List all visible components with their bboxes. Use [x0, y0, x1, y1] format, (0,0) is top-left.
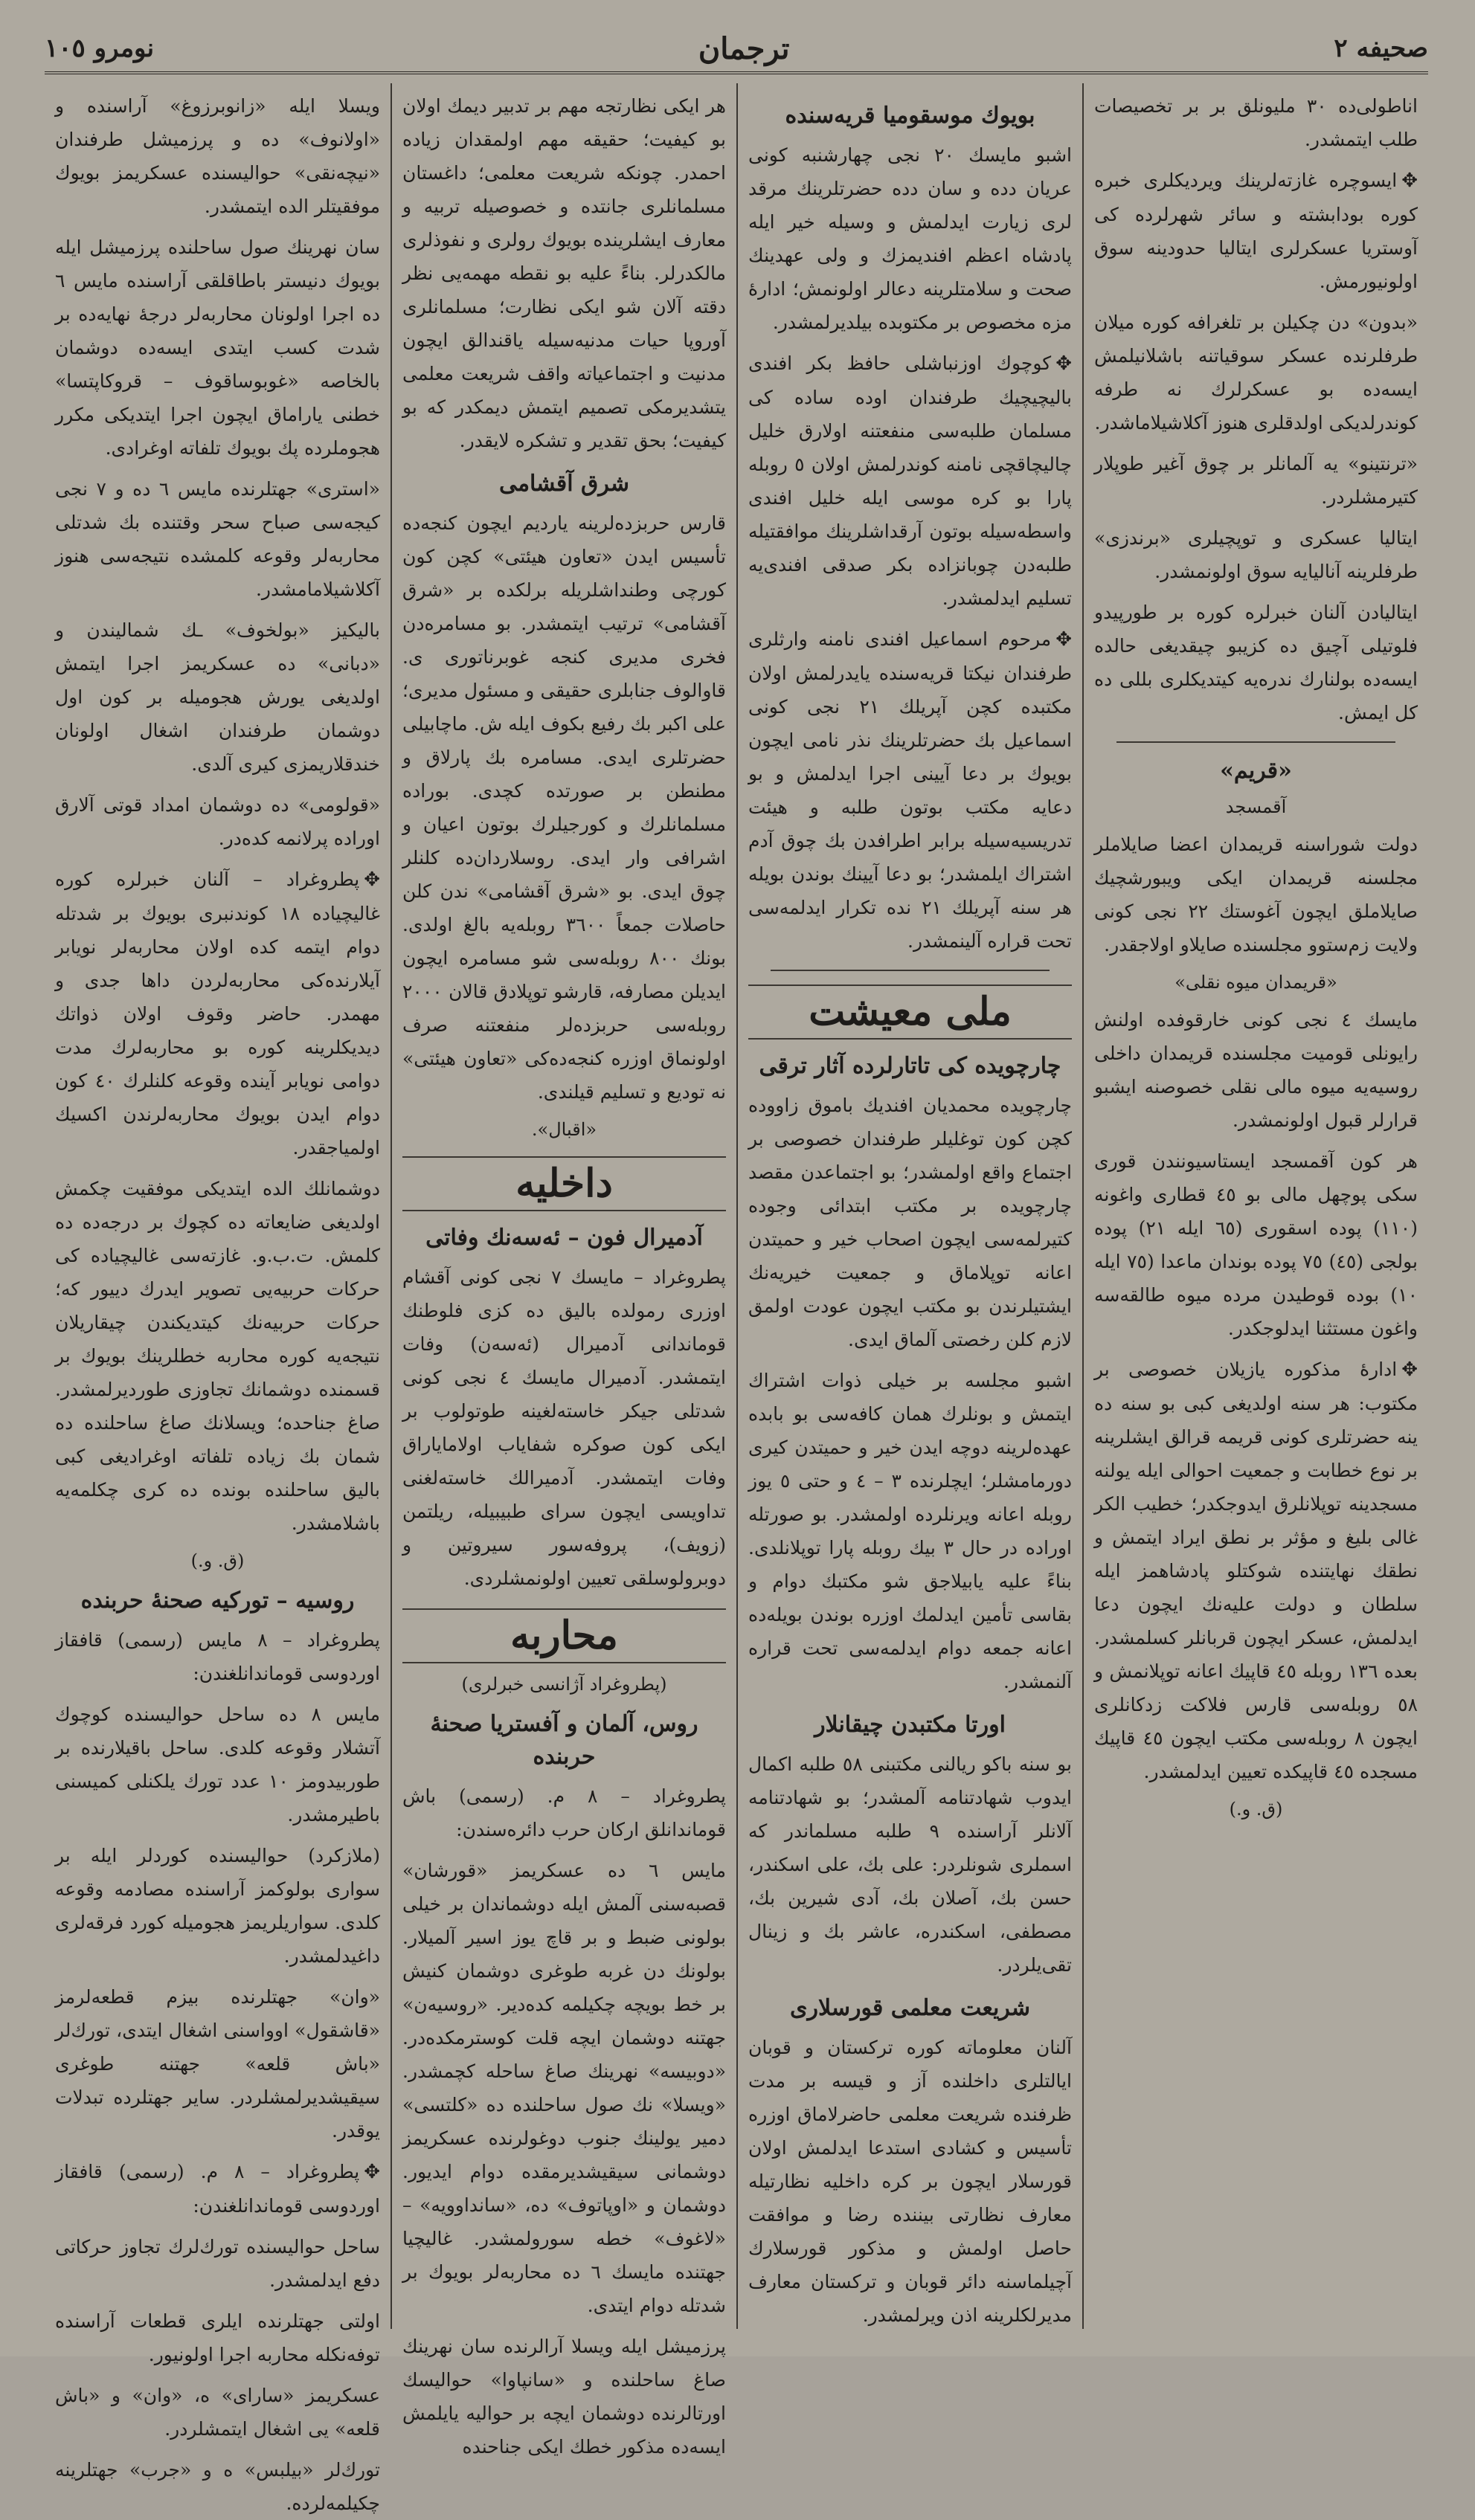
masthead-title: ترجمان [698, 30, 790, 66]
ornament-icon: ✥ [1055, 628, 1072, 651]
section-headline: داخليه [402, 1156, 726, 1211]
paragraph: «بدون» دن چكيلن بر تلغرافه كوره ميلان طرفلرنده عسكر سوقياتنه باشلانيلمش ايسه‌ده بو عسكرلرك نه طرفه كوندرلديكى اولدقلرى هنوز آكلاشيلاماشدر. [1094, 312, 1418, 434]
column-2 [736, 83, 1082, 2329]
article-headline: روسيه – توركيه صحنهٔ حربنده [80, 1588, 355, 1614]
paragraph: هر كون آقمسجد ايستاسيونندن قورى سكى پوچهل مالى بو ٤٥ قطارى واغونه (١١٠) پوده اسقورى (٦٥ ايله ٢١) پوده بولجى (٤٥) ٧٥ پوده بوندان ماعدا (٧٥ ايله ١٠) بوده قوطيدن مرده ميوه طالقه‌سه واغون مستثنا ايدلوجكدر. [1094, 1150, 1418, 1339]
paragraph: بو سنه باكو ريالنى مكتبنى ٥٨ طلبه اكمال ايدوب شهادتنامه آلمشدر؛ بو شهادتنامه آلانلر آراسنده ٩ طلبه مسلماندر كه اسملرى شونلردر: على بك، على اسكندر، حسن بك، آصلان بك، آدى شيرين بك، مصطفى، اسكندره، عاشر بك و زينال تقى‌يلردر. [748, 1753, 1072, 1976]
signature: (ق. و.) [1229, 1799, 1283, 1820]
paragraph [55, 863, 380, 1164]
paragraph: دولت شوراسنه قريمدان اعضا صايلاملر مجلسنه قريمدان ايكى ويبورشچيك صايلاملق ايچون آغوستك ۲۲ نجى كونى ولايت زم‌ستوو مجلسنده صايلاو اولاجقدر. [1094, 834, 1418, 956]
paragraph-text: مرحوم اسماعيل افندى نامنه وارثلرى طرفندان نيكتا قريه‌سنده يايدرلمش اولان مكتبده كچن آپريلك ۲۱ نجى كونى اسماعيل بك حضرتلرينك نذر نامى ايچون بويوك بر دعا آيينى اجرا ايدلمش و بو دعايه مكتب بوتون طلبه و هيئت تدريسيه‌سيله برابر اطرافدن بك چوق آدم اشتراك ايلمشدر؛ بو دعا آيينك بوندن بويله هر سنه آپريلك ۲۱ نده تكرار ايدلمه‌سى تحت قراره آلينمشدر. [748, 628, 1072, 952]
paragraph: «قولومى» ده دوشمان امداد قوتى آلارق اوراده پرلانمه كده‌در. [55, 794, 380, 849]
paragraph: پطروغراد – مايسك ٧ نجى كونى آقشام اوزرى رمولده باليق ده كزى فلوطنك قوماندانى آدميرال (ئه‌سه‌ن) وفات ايتمشدر. آدميرال مايسك ٤ نجى كونى شدتلى جيكر خاسته‌لغينه طوتولوب بر ايكى كون صوكره شفاياب اولاماياراق وفات ايتمشدر. آدميرالك خاسته‌لغنى تداويسى ايچون سراى طبيبيله، ريلتمن (زويف)، پروفه‌سور سيروتين و دوبرولوسلقى تعيين اولونمشلردى. [402, 1266, 726, 1589]
paragraph: مايس ٨ ده ساحل حواليسنده كوچوك آتشلار وقوعه كلدى. ساحل باقيلارنده بر طوربيدومز ١٠ عدد تورك يلكنلى كميسنى باطيرمشدر. [55, 1704, 380, 1825]
column-3 [391, 83, 736, 2458]
page-header [45, 25, 1428, 74]
paragraph-text: پطروغراد – آلنان خبرلره كوره غاليچياده ١٨ كوندنبرى بويوك بر شدتله دوام ايتمه كده اولان محاربه‌لر نويابر آيلارنده‌كى محاربه‌لردن داها جدى و مهمدر. حاضر وقوف اولان ذواتك ديديكلرينه كوره بو محاربه‌لرك مدت دوامى نويابر آينده وقوعه كلنلرك ٤٠ كون دوام ايدن بويوك محاربه‌لرندن اكسيك اولمياجقدر. [55, 869, 381, 1159]
section-headline: ملى معيشت [748, 985, 1072, 1040]
article-headline: آدميرال فون – ئه‌سه‌نك وفاتى [425, 1225, 703, 1251]
paragraph: اناطولى‌ده ۳۰ مليونلق بر بر تخصيصات طلب ايتمشدر. [1094, 95, 1418, 150]
paragraph: (ملازكرد) حواليسنده كوردلر ايله بر سوارى بولوكمز آراسنده مصادمه وقوعه كلدى. سواريلريمز هجوميله كورد فرقه‌لرى داغيدلمشدر. [55, 1845, 380, 1967]
article-headline: اورتا مكتبدن چيقانلار [814, 1712, 1006, 1738]
paragraph: اشبو مجلسه بر خيلى ذوات اشتراك ايتمش و بونلرك همان كافه‌سى بو بابده عهده‌لرينه دوچه ايدن خير و حميتدن كيرى دورمامشلر؛ ايچلرنده ۳ – ٤ و حتى ٥ يوز روبله اعانه ويرنلرده اولمشدر. بو صورتله اوراده در حال ۳ بيك روبله پارا توپلانلدى. بناءً عليه يابيلاجق شو مكتبك دوام و بقاسى تأمين ايدلمك اوزره بوندن بويله‌ده اعانه جمعه دوام ايدلمه‌سى تحت قراره آلنمشدر. [748, 1370, 1072, 1692]
ornament-icon: ✥ [1401, 170, 1418, 192]
paragraph: اشبو مايسك ۲۰ نجى چهارشنبه كونى عريان دده و سان دده حضرتلرينك مرقد لرى زيارت ايدلمش و وسيله خير ايله پادشاه اعظم افنديمزك و ولى عهدينك صحت و سلامتلرينه دعالر اولونمش؛ ادارهٔ مزه مخصوص بر مكتوبده بيلديرلمشدر. [748, 144, 1072, 333]
paragraph: «استرى» جهتلرنده مايس ٦ ده و ٧ نجى كيجه‌سى صباح سحر وقتنده بك شدتلى محاربه‌لر وقوعه كلمشده نتيجه‌سى هنوز آكلاشيلامامشدر. [55, 478, 380, 600]
divider [771, 970, 1050, 971]
paragraph: اولتى جهتلرنده ايلرى قطعات آراسنده توفه‌نكله محاربه اجرا اولونيور. [55, 2310, 380, 2365]
article-headline: بويوك موسقوميا قريه‌سنده [785, 103, 1035, 129]
paragraph: پرزميشل ايله ويسلا آرالرنده سان نهرينك صاغ ساحلنده و «سانپاوا» حواليسك اورتالرنده دوشمان ايچه بر حواليه يايلمش ايسه‌ده مذكور خطك ايكى جناحنده [402, 2336, 726, 2458]
dateline: آقمسجد [1225, 796, 1287, 817]
paragraph: دوشمانلك الده ايتديكى موفقيت چكمش اولديغى ضايعاته ده كچوك بر درجه‌ده ده كلمش. ت.ب.و. غازته‌سى غاليچياده كى حركات حربيه‌يى تصوير ايدرك دييور كه؛ حركات حربيه‌نك كيتديكندن چيقاريلان نتيجه‌يه كوره محاربه خطلرينك بويوك بر قسمنده دوشمانك تجاوزى طورديرلمشدر. صاغ جناحده؛ ويسلانك صاغ ساحلنده ده شمان بك زياده تلفاته اوغراديغى كبى باليق ساحلنده بونده ده كرى چكلمه‌يه باشلامشدر. [55, 1178, 380, 1534]
paragraph: مايسك ٤ نجى كونى خارقوفده اولنش رايونلى قوميت مجلسنده قريمدان داخلى روسيه‌يه ميوه مالى نقلى خصوصنه ايشبو قرارلر قبول اولونمشدر. [1094, 1009, 1418, 1131]
paragraph [748, 622, 1072, 958]
ornament-icon: ✥ [1401, 1359, 1418, 1381]
column-1 [1082, 83, 1428, 2329]
subheading: «قريمدان ميوه نقلى» [1174, 972, 1337, 993]
paragraph-text: كوچوك اوزنباشلى حافظ بكر افندى باليچيچيك طرفندان اوده ساده كى مسلمان طلبه‌سى منفعتنه اولارق خليل چاليچاقچى نامنه كوندرلمش اولان ٥ روبله پارا بو كره موسى ايله خليل افندى واسطه‌سيله بوتون آرقداشلرينك موافقتيله طلبه‌دن چوبانزاده بكر صدقى افندى‌يه تسليم ايدلمشدر. [748, 352, 1072, 609]
article-headline: چارچويده كى تاتارلرده آثار ترقى [759, 1053, 1061, 1079]
paragraph-text: ادارهٔ مذكوره يازيلان خصوصى بر مكتوب: هر سنه اولديغى كبى بو سنه ده ينه حضرتلرى كونى قريمه قرالق ايشلرينه بر نوع خطابت و جمعيت احوالى ايله يولنه مسجدينه توپلانلرق ايدوجكدر؛ خطيب الكر غالى بليغ و مؤثر بر نطق ايراد ايتمش و نطقك نهايتنده شوكتلو پادشاهمز ايله سلطان و دولت عليه‌نك ايچون دعا ايدلمش، عسكر ايچون قربانلر كسلمشدر. بعده ١٣٦ روبله ٤٥ قاپيك اعانه توپلانمش و ٥٨ روبله‌سى قارس فلاكت زدكانلرى ايچون ٨ روبله‌سى مكتب ايچون ٤٥ قاپيك مسجده ٤٥ قاپيكده تعيين ايدلمشدر. [1094, 1359, 1418, 1782]
section-headline: «قريم» [1220, 758, 1292, 784]
ornament-icon: ✥ [1055, 352, 1072, 375]
paragraph [1094, 1353, 1418, 1788]
paragraph: «وان» جهتلرنده بيزم قطعه‌لرمز «قاشقول» اووا‌سنى اشغال ايتدى، تورك‌لر «باش قلعه» جهتنه طوغرى سيقيشديرلمشلردر. ساير جهتلرده تبدلات يوقدر. [55, 1986, 380, 2142]
paragraph [748, 347, 1072, 615]
paragraph: قارس حربزده‌لرينه يارديم ايچون كنجه‌ده تأسيس ايدن «تعاون هيئتى» كچن كون كورچى وطنداشلريله برلكده بر «شرق آقشامى» ترتيب ايتمشدر. بو مسامره‌دن فخرى مديرى كنجه غوبرناتورى ى. قاوالوف جنابلرى حقيقى و مسئول مديرى؛ على اكبر بك رفيع بكوف ايله ش. ماچابيلى حضرتلرى ايدى. مسامره بك پارلاق و مطنطن بر صورتده كچدى. بوراده مسلمانلرك و كورجيلرك بوتون اعيان و اشرافى وار ايدى. روسلاردان‌ده كلنلر چوق ايدى. بو «شرق آقشامى» ندن كلن حاصلات جمعاً ۳٦٠٠ روبله‌يه بالغ اولدى. بونك ٨٠٠ روبله‌سى شو مسامره ايچون ايديلن مصارفه، قارشو توپلادق قالان ٢٠٠٠ روبله‌سى حربزده‌لر منفعتنه صرف اولونماق اوزره كنجه‌ده‌كى «تعاون هيئتى» نه توديع و تسليم قيلندى. [402, 512, 726, 1103]
paragraph: عسكريمز «سارای» ه، «وان» و «باش قلعه» يى اشغال ايتمشلردر. [55, 2385, 380, 2440]
paragraph: مايس ٦ ده عسكريمز «قورشان» قصبه‌سنى آلمش ايله دوشماندان بر خيلى بولونى ضبط و بر قاچ يوز اسير آلميلار. بولونك دن غربه طوغرى دوشمان كنيش بر خط بويچه چكيلمه كده‌دير. «روسيه‌ن» جهتنه دوشمان ايچه قلت كوسترمكده‌در. «دوبيسه» نهرينك صاغ ساحله كچمشدر. «ويسلا» نك صول ساحلنده ده «كلتسى» دمير يولينك جنوب دوغولرنده عسكريمز دوشمانى سيقيشديرمقده دوام ايديور. دوشمان و «اوپاتوف» ده، «سانداوويه» – «لاغوف» خطه سورولمشدر. غاليچيا جهتنده مايسك ٦ ده محاربه‌لر بويوك بر شدتله دوام ايتدى. [402, 1860, 726, 2316]
paragraph: آلنان معلوماته كوره تركستان و قوبان ايالتلرى داخلنده آز و قيسه بر مدت ظرفنده شريعت معلمى حاضرلاماق اوزره تأسيس و كشادى استدعا ايدلمش اولان قورسلار ايچون بر كره داخليه نظارتيله معارف نظارتى بيننده رضا و موافقت حاصل اولمش و مذكور قورسلارك آچيلماسنه دائر قوبان و تركستان معارف مديرلكلرينه اذن ويرلمشدر. [748, 2037, 1072, 2326]
article-headline: شريعت معلمى قورسلارى [789, 1995, 1030, 2021]
signature: (ق. و.) [190, 1550, 245, 1571]
paragraph: چارچويده محمديان افنديك باموق زاووده كچن كون توغليلر طرفندان خصوصى بر اجتماع واقع اولمشدر؛ بو اجتماعدن مقصد چارچويده بر مكتب ابتدائى وجوده كتيرلمه‌سى ايچون اصحاب خير و حميتدن اعانه توپلاماق و جمعيت خيريه‌نك ايشتيلرندن بو مكتب ايچون عودت اولمق لازم كلن رخصتى آلماق ايدى. [748, 1095, 1072, 1350]
divider [1116, 741, 1395, 743]
page-number: صحيفه ۲ [1334, 33, 1428, 63]
paragraph-text: پطروغراد – ٨ م. (رسمى) قافقاز اوردوسى قوماندانلغندن: [55, 2161, 380, 2217]
paragraph: ويسلا ايله «زانوبرزوغ» آراسنده و «اولانوف» ده و پرزميشل طرفندان «نيچه‌نقى» حواليسنده عسكريمز بويوك موفقيتلر الده ايتمشدر. [55, 95, 380, 217]
paragraph: باليكيز «بولخوف» ـك شماليندن و «دبانى» ده عسكريمز اجرا ايتمش اولديغى يورش هجوميله بر كون اول دوشمان طرفندان اشغال اولونان خندقلاريمزى كيرى آلدى. [55, 619, 380, 775]
article-headline: روس، آلمان و آفستريا صحنهٔ حربنده [430, 1711, 698, 1770]
paragraph: سان نهرينك صول ساحلنده پرزميشل ايله بويوك دنيستر باطاقلقى آراسنده مايس ٦ ده اجرا اولونان محاربه‌لر درجهٔ نهايه‌ده بر شدت كسب ايتدى ايسه‌ده دوشمان بالخاصه «غوبوساقوف – قروكاپتسا» خطنى ياراماق ايچون اجرا ايتديكى مكرر هجوملرده پك بويوك تلفاته اوغرادى. [55, 236, 380, 459]
subheading: (پطروغراد آژانسى خبرلرى) [461, 1674, 667, 1695]
paragraph-text: ايسوچره غازته‌لرينك ويرديكلرى خبره كوره بودابشته و سائر شهرلرده كى آوستريا عسكرلرى ايتاليا حدودينه سوق اولونيورمش. [1094, 170, 1418, 292]
paragraph [1094, 164, 1418, 298]
signature: «اقبال». [531, 1119, 597, 1140]
article-headline: شرق آقشامى [498, 471, 630, 497]
paragraph: هر ايكى نظارتجه مهم بر تدبير ديمك اولان بو كيفيت؛ حقيقه مهم اولمقدان زياده احمدر. چونكه شريعت معلمى؛ داغستان مسلمانلرى جانتده و خصوصيله تربيه و معارف ايشلرينده بويوك رولرى و نفوذلرى مالكدرلر. بناءً عليه بو نقطه مهمه‌يى نظر دقته آلان شو ايكى نظارت؛ مسلمانلرى آوروپا حيات مدنيه‌سيله ياقندالق ايچون مدنيت و اجتماعياته واقف شريعت معلمى يتشديرمكى تصميم ايتمش ديمكدر كه بو كيفيت؛ بحق تقدير و تشكره لايقدر. [402, 95, 726, 451]
column-4 [45, 83, 391, 2514]
paragraph: تورك‌لر «بيلبس» ه و «جرب» جهتلرينه چكيلمه‌لرده. [55, 2459, 380, 2514]
ornament-icon: ✥ [364, 2161, 380, 2183]
paragraph: «ترنتينو» يه آلمانلر بر چوق آغير طوپلار كتيرمشلردر. [1094, 453, 1418, 508]
section-headline: محاربه [402, 1608, 726, 1663]
paragraph: پطروغراد – ٨ مايس (رسمى) قافقاز اوردوسى قوماندانلغندن: [55, 1629, 380, 1684]
paragraph: پطروغراد – ٨ م. (رسمى) باش قوماندانلق اركان حرب دائره‌سندن: [402, 1785, 726, 1840]
paragraph: ايتاليادن آلنان خبرلره كوره بر طورپيدو فلوتيلى آچيق ده كزيبو چيقديغى حالده ايسه‌ده بولنارك ندره‌يه كيتديكلرى بللى ده كل ايمش. [1094, 602, 1418, 724]
ornament-icon: ✥ [364, 869, 380, 891]
article-columns [45, 83, 1428, 2514]
paragraph: ساحل حواليسنده تورك‌لرك تجاوز حركاتى دفع ايدلمشدر. [55, 2236, 380, 2291]
paragraph [55, 2155, 380, 2223]
paragraph: ايتاليا عسكرى و توپچيلرى «برندزى» طرفلرينه آناليايه سوق اولونمشدر. [1094, 527, 1418, 582]
issue-number: نومرو ١٠٥ [45, 33, 155, 63]
